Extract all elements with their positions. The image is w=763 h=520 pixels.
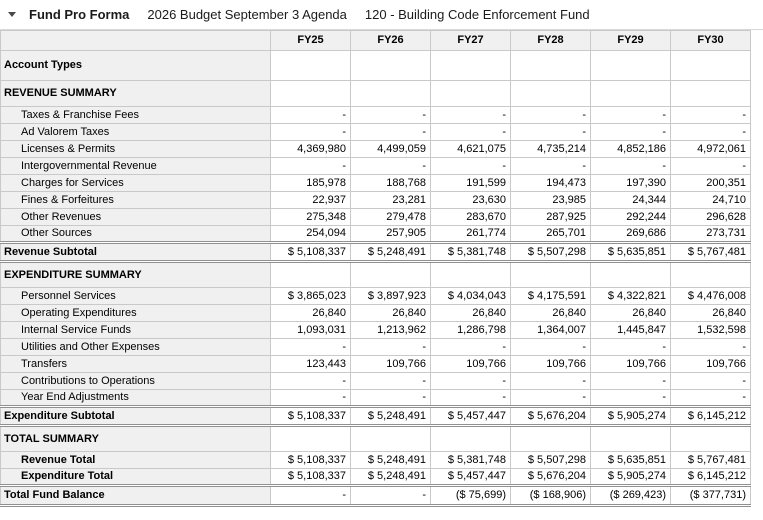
cell-value bbox=[351, 81, 431, 107]
cell-value: 4,499,059 bbox=[351, 141, 431, 158]
cell-value: 23,630 bbox=[431, 192, 511, 209]
cell-value: - bbox=[431, 390, 511, 407]
row-label: Transfers bbox=[1, 356, 271, 373]
cell-value: $ 5,635,851 bbox=[591, 243, 671, 262]
row-label: TOTAL SUMMARY bbox=[1, 426, 271, 452]
cell-value: 269,686 bbox=[591, 226, 671, 243]
cell-value: $ 5,905,274 bbox=[591, 469, 671, 486]
table-row bbox=[1, 288, 751, 305]
table-row bbox=[1, 322, 751, 339]
cell-value: $ 5,248,491 bbox=[351, 243, 431, 262]
cell-value: 109,766 bbox=[671, 356, 751, 373]
cell-value: 4,369,980 bbox=[271, 141, 351, 158]
row-label: Expenditure Total bbox=[1, 469, 271, 486]
table-row bbox=[1, 175, 751, 192]
cell-value: - bbox=[591, 390, 671, 407]
cell-value bbox=[431, 81, 511, 107]
cell-value: ($ 168,906) bbox=[511, 486, 591, 506]
cell-value: - bbox=[671, 339, 751, 356]
report-title: Fund Pro Forma bbox=[29, 7, 130, 22]
cell-value: ($ 377,731) bbox=[671, 486, 751, 506]
row-label: Other Sources bbox=[1, 226, 271, 243]
row-label: Expenditure Subtotal bbox=[1, 407, 271, 426]
cell-value: $ 5,507,298 bbox=[511, 243, 591, 262]
cell-value: 26,840 bbox=[671, 305, 751, 322]
cell-value: $ 4,476,008 bbox=[671, 288, 751, 305]
column-header: FY28 bbox=[511, 31, 591, 51]
cell-value bbox=[351, 262, 431, 288]
table-row bbox=[1, 141, 751, 158]
cell-value bbox=[511, 51, 591, 81]
cell-value: - bbox=[431, 158, 511, 175]
column-header: FY25 bbox=[271, 31, 351, 51]
cell-value bbox=[271, 262, 351, 288]
cell-value: - bbox=[511, 158, 591, 175]
cell-value: - bbox=[591, 339, 671, 356]
cell-value: - bbox=[591, 107, 671, 124]
row-label: Year End Adjustments bbox=[1, 390, 271, 407]
cell-value: 1,286,798 bbox=[431, 322, 511, 339]
cell-value: 200,351 bbox=[671, 175, 751, 192]
cell-value: 292,244 bbox=[591, 209, 671, 226]
row-label: Contributions to Operations bbox=[1, 373, 271, 390]
cell-value: 26,840 bbox=[351, 305, 431, 322]
cell-value bbox=[271, 81, 351, 107]
cell-value: 26,840 bbox=[431, 305, 511, 322]
cell-value: 123,443 bbox=[271, 356, 351, 373]
cell-value: - bbox=[431, 373, 511, 390]
cell-value: - bbox=[511, 339, 591, 356]
cell-value: - bbox=[271, 158, 351, 175]
cell-value: 273,731 bbox=[671, 226, 751, 243]
cell-value: 265,701 bbox=[511, 226, 591, 243]
cell-value: $ 4,322,821 bbox=[591, 288, 671, 305]
cell-value: - bbox=[511, 107, 591, 124]
cell-value: - bbox=[351, 390, 431, 407]
cell-value: 109,766 bbox=[351, 356, 431, 373]
cell-value bbox=[511, 262, 591, 288]
cell-value bbox=[591, 81, 671, 107]
cell-value: $ 5,248,491 bbox=[351, 407, 431, 426]
cell-value: - bbox=[271, 373, 351, 390]
cell-value: - bbox=[431, 107, 511, 124]
cell-value: 4,852,186 bbox=[591, 141, 671, 158]
cell-value: $ 5,108,337 bbox=[271, 243, 351, 262]
cell-value: 26,840 bbox=[591, 305, 671, 322]
table-row bbox=[1, 356, 751, 373]
cell-value bbox=[591, 262, 671, 288]
table-row bbox=[1, 51, 751, 81]
cell-value: - bbox=[351, 158, 431, 175]
row-label-column-header bbox=[1, 31, 271, 51]
cell-value bbox=[671, 426, 751, 452]
table-row bbox=[1, 192, 751, 209]
cell-value bbox=[271, 426, 351, 452]
cell-value: 26,840 bbox=[271, 305, 351, 322]
cell-value bbox=[671, 51, 751, 81]
cell-value: 185,978 bbox=[271, 175, 351, 192]
cell-value: 287,925 bbox=[511, 209, 591, 226]
cell-value: - bbox=[591, 373, 671, 390]
cell-value: $ 5,676,204 bbox=[511, 407, 591, 426]
cell-value bbox=[431, 51, 511, 81]
cell-value bbox=[511, 81, 591, 107]
cell-value: $ 5,767,481 bbox=[671, 243, 751, 262]
row-label: Charges for Services bbox=[1, 175, 271, 192]
cell-value: - bbox=[271, 390, 351, 407]
report-header-bar bbox=[0, 0, 763, 30]
table-row bbox=[1, 426, 751, 452]
cell-value: 22,937 bbox=[271, 192, 351, 209]
cell-value: $ 4,034,043 bbox=[431, 288, 511, 305]
cell-value: 24,344 bbox=[591, 192, 671, 209]
row-label: Licenses & Permits bbox=[1, 141, 271, 158]
cell-value: 4,972,061 bbox=[671, 141, 751, 158]
cell-value: - bbox=[671, 158, 751, 175]
cell-value: 296,628 bbox=[671, 209, 751, 226]
cell-value: 275,348 bbox=[271, 209, 351, 226]
cell-value: - bbox=[351, 339, 431, 356]
table-row bbox=[1, 262, 751, 288]
row-label: EXPENDITURE SUMMARY bbox=[1, 262, 271, 288]
table-row bbox=[1, 339, 751, 356]
table-row bbox=[1, 81, 751, 107]
cell-value: 4,735,214 bbox=[511, 141, 591, 158]
cell-value: $ 6,145,212 bbox=[671, 469, 751, 486]
row-label: Revenue Total bbox=[1, 452, 271, 469]
row-label: Total Fund Balance bbox=[1, 486, 271, 506]
cell-value: 257,905 bbox=[351, 226, 431, 243]
cell-value: ($ 269,423) bbox=[591, 486, 671, 506]
table-row bbox=[1, 209, 751, 226]
cell-value: - bbox=[591, 124, 671, 141]
cell-value: $ 5,905,274 bbox=[591, 407, 671, 426]
cell-value: $ 5,381,748 bbox=[431, 243, 511, 262]
cell-value: 194,473 bbox=[511, 175, 591, 192]
cell-value: 283,670 bbox=[431, 209, 511, 226]
pro-forma-table bbox=[0, 30, 751, 507]
table-row bbox=[1, 124, 751, 141]
table-row bbox=[1, 158, 751, 175]
cell-value: $ 5,507,298 bbox=[511, 452, 591, 469]
cell-value: $ 5,381,748 bbox=[431, 452, 511, 469]
cell-value: $ 3,897,923 bbox=[351, 288, 431, 305]
cell-value: $ 5,457,447 bbox=[431, 407, 511, 426]
cell-value: - bbox=[671, 373, 751, 390]
cell-value: - bbox=[351, 373, 431, 390]
cell-value: $ 5,248,491 bbox=[351, 452, 431, 469]
cell-value: 26,840 bbox=[511, 305, 591, 322]
cell-value: - bbox=[591, 158, 671, 175]
cell-value: - bbox=[351, 124, 431, 141]
cell-value: $ 5,108,337 bbox=[271, 469, 351, 486]
row-label: Internal Service Funds bbox=[1, 322, 271, 339]
table-row bbox=[1, 305, 751, 322]
cell-value: 109,766 bbox=[431, 356, 511, 373]
cell-value: - bbox=[511, 373, 591, 390]
cell-value: $ 4,175,591 bbox=[511, 288, 591, 305]
cell-value: 109,766 bbox=[591, 356, 671, 373]
cell-value: $ 5,108,337 bbox=[271, 452, 351, 469]
cell-value: 23,281 bbox=[351, 192, 431, 209]
collapse-caret-icon[interactable] bbox=[8, 12, 16, 17]
cell-value: - bbox=[351, 486, 431, 506]
cell-value: 279,478 bbox=[351, 209, 431, 226]
cell-value bbox=[671, 262, 751, 288]
cell-value bbox=[431, 262, 511, 288]
cell-value: 109,766 bbox=[511, 356, 591, 373]
cell-value: - bbox=[511, 124, 591, 141]
cell-value bbox=[671, 81, 751, 107]
row-label: Revenue Subtotal bbox=[1, 243, 271, 262]
cell-value: 197,390 bbox=[591, 175, 671, 192]
row-label: Other Revenues bbox=[1, 209, 271, 226]
cell-value: - bbox=[271, 486, 351, 506]
row-label: Personnel Services bbox=[1, 288, 271, 305]
cell-value: 254,094 bbox=[271, 226, 351, 243]
row-label: Intergovernmental Revenue bbox=[1, 158, 271, 175]
cell-value: $ 5,457,447 bbox=[431, 469, 511, 486]
column-header: FY30 bbox=[671, 31, 751, 51]
cell-value bbox=[511, 426, 591, 452]
table-header-row bbox=[1, 31, 751, 51]
cell-value: - bbox=[431, 339, 511, 356]
table-row bbox=[1, 226, 751, 243]
cell-value bbox=[591, 51, 671, 81]
cell-value: - bbox=[511, 390, 591, 407]
cell-value: - bbox=[671, 124, 751, 141]
column-header: FY29 bbox=[591, 31, 671, 51]
cell-value bbox=[351, 426, 431, 452]
cell-value: 1,364,007 bbox=[511, 322, 591, 339]
cell-value: $ 5,676,204 bbox=[511, 469, 591, 486]
cell-value: 4,621,075 bbox=[431, 141, 511, 158]
column-header: FY27 bbox=[431, 31, 511, 51]
cell-value: ($ 75,699) bbox=[431, 486, 511, 506]
table-row bbox=[1, 452, 751, 469]
cell-value: 24,710 bbox=[671, 192, 751, 209]
row-label: REVENUE SUMMARY bbox=[1, 81, 271, 107]
cell-value bbox=[271, 51, 351, 81]
cell-value: - bbox=[671, 390, 751, 407]
cell-value: 23,985 bbox=[511, 192, 591, 209]
table-row bbox=[1, 486, 751, 506]
cell-value: $ 5,767,481 bbox=[671, 452, 751, 469]
table-row bbox=[1, 469, 751, 486]
cell-value: 1,213,962 bbox=[351, 322, 431, 339]
cell-value: 261,774 bbox=[431, 226, 511, 243]
cell-value: $ 3,865,023 bbox=[271, 288, 351, 305]
cell-value: - bbox=[271, 339, 351, 356]
row-label: Taxes & Franchise Fees bbox=[1, 107, 271, 124]
cell-value: 188,768 bbox=[351, 175, 431, 192]
report-fund-name: 120 - Building Code Enforcement Fund bbox=[364, 7, 590, 22]
cell-value: - bbox=[671, 107, 751, 124]
table-row bbox=[1, 373, 751, 390]
column-header: FY26 bbox=[351, 31, 431, 51]
report-budget-name: 2026 Budget September 3 Agenda bbox=[147, 7, 347, 22]
row-label: Ad Valorem Taxes bbox=[1, 124, 271, 141]
cell-value: - bbox=[271, 107, 351, 124]
row-label: Account Types bbox=[1, 51, 271, 81]
cell-value: $ 5,635,851 bbox=[591, 452, 671, 469]
cell-value: - bbox=[271, 124, 351, 141]
cell-value: - bbox=[431, 124, 511, 141]
cell-value: 1,445,847 bbox=[591, 322, 671, 339]
row-label: Utilities and Other Expenses bbox=[1, 339, 271, 356]
table-row bbox=[1, 243, 751, 262]
cell-value bbox=[351, 51, 431, 81]
cell-value: $ 5,248,491 bbox=[351, 469, 431, 486]
cell-value: $ 6,145,212 bbox=[671, 407, 751, 426]
cell-value: 1,532,598 bbox=[671, 322, 751, 339]
table-row bbox=[1, 407, 751, 426]
cell-value: 1,093,031 bbox=[271, 322, 351, 339]
cell-value: - bbox=[351, 107, 431, 124]
cell-value bbox=[431, 426, 511, 452]
cell-value: 191,599 bbox=[431, 175, 511, 192]
row-label: Operating Expenditures bbox=[1, 305, 271, 322]
table-row bbox=[1, 390, 751, 407]
cell-value bbox=[591, 426, 671, 452]
cell-value: $ 5,108,337 bbox=[271, 407, 351, 426]
row-label: Fines & Forfeitures bbox=[1, 192, 271, 209]
table-row bbox=[1, 107, 751, 124]
